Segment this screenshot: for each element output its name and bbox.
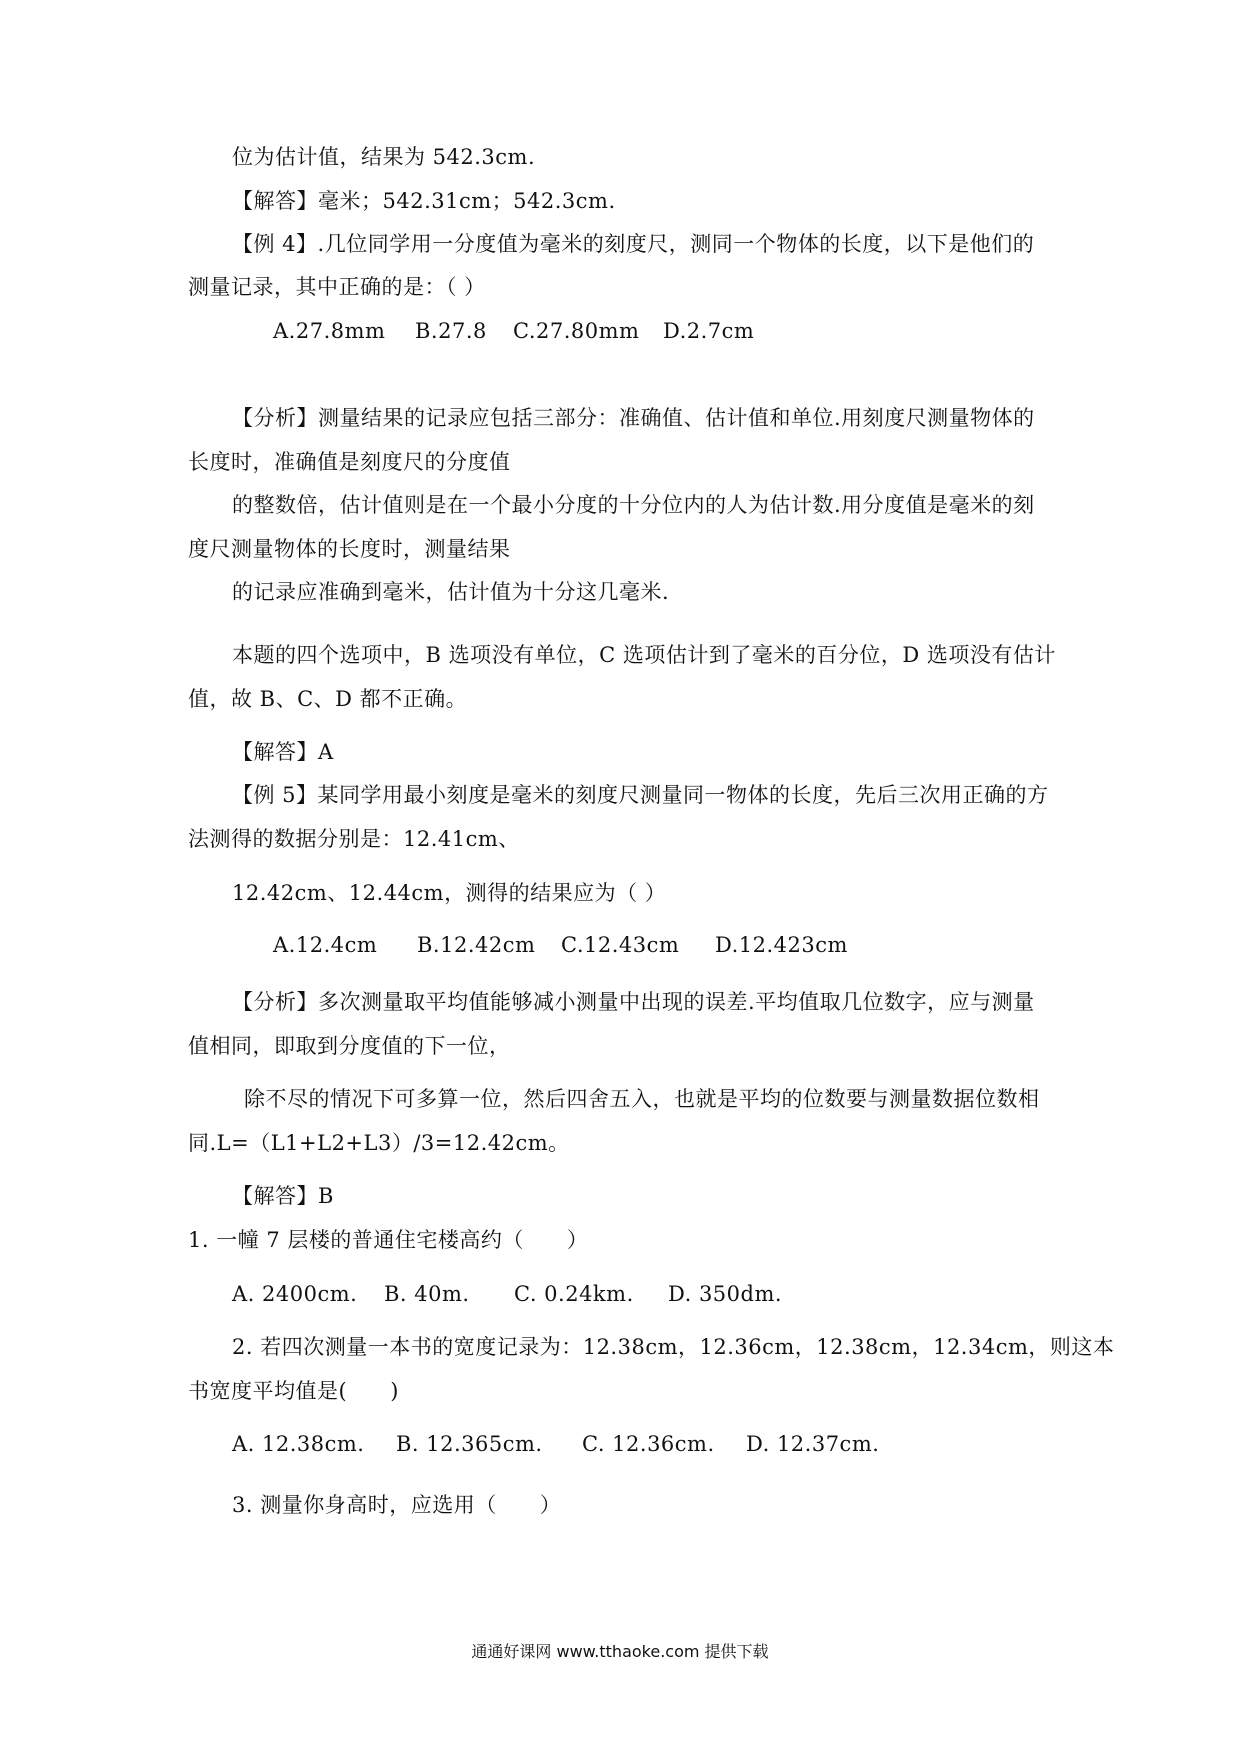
answer-line: 【解答】毫米；542.31cm；542.3cm. <box>232 189 616 213</box>
option-b: B.12.42cm <box>417 933 536 957</box>
text-line: 度尺测量物体的长度时，测量结果 <box>188 537 511 561</box>
text-line: 本题的四个选项中，B 选项没有单位，C 选项估计到了毫米的百分位，D 选项没有估计 <box>232 643 1056 667</box>
text-line: 同.L=（L1+L2+L3）/3=12.42cm。 <box>188 1131 570 1155</box>
analysis-line: 【分析】测量结果的记录应包括三部分：准确值、估计值和单位.用刻度尺测量物体的 <box>232 406 1035 430</box>
text-line: 书宽度平均值是( ) <box>188 1379 399 1403</box>
option-b: B. 40m. <box>384 1282 470 1306</box>
option-a: A.27.8mm <box>273 319 386 343</box>
question-3: 3. 测量你身高时，应选用（ ） <box>232 1493 562 1517</box>
example-5-question: 【例 5】某同学用最小刻度是毫米的刻度尺测量同一物体的长度，先后三次用正确的方 <box>232 783 1049 807</box>
text-line: 的记录应准确到毫米，估计值为十分这几毫米. <box>232 580 670 604</box>
question-1-options <box>232 1279 782 1309</box>
text-line: 值相同，即取到分度值的下一位， <box>188 1034 511 1058</box>
question-2-options <box>232 1429 879 1459</box>
question-1: 1. 一幢 7 层楼的普通住宅楼高约（ ） <box>188 1228 589 1252</box>
option-a: A.12.4cm <box>273 933 378 957</box>
text-line: 法测得的数据分别是：12.41cm、 <box>188 827 520 851</box>
answer-line: 【解答】A <box>232 740 334 764</box>
question-2: 2. 若四次测量一本书的宽度记录为：12.38cm，12.36cm，12.38cm，12.34cm，则这本 <box>232 1335 1115 1359</box>
option-b: B. 12.365cm. <box>396 1432 543 1456</box>
option-c: C.12.43cm <box>561 933 680 957</box>
option-a: A. 12.38cm. <box>232 1432 365 1456</box>
option-d: D. 12.37cm. <box>746 1432 880 1456</box>
option-d: D.12.423cm <box>715 933 848 957</box>
text-line: 位为估计值，结果为 542.3cm. <box>232 145 536 169</box>
text-line: 测量记录，其中正确的是：（ ） <box>188 275 486 299</box>
text-line: 除不尽的情况下可多算一位，然后四舍五入，也就是平均的位数要与测量数据位数相 <box>244 1087 1040 1111</box>
option-d: D.2.7cm <box>663 319 755 343</box>
answer-line: 【解答】B <box>232 1184 334 1208</box>
text-line: 的整数倍，估计值则是在一个最小分度的十分位内的人为估计数.用分度值是毫米的刻 <box>232 493 1035 517</box>
option-c: C. 12.36cm. <box>582 1432 715 1456</box>
example-4-question: 【例 4】.几位同学用一分度值为毫米的刻度尺，测同一个物体的长度，以下是他们的 <box>232 232 1035 256</box>
text-line: 12.42cm、12.44cm，测得的结果应为（ ） <box>232 881 667 905</box>
option-a: A. 2400cm. <box>232 1282 358 1306</box>
example-4-options <box>273 316 754 346</box>
option-c: C. 0.24km. <box>514 1282 634 1306</box>
option-d: D. 350dm. <box>668 1282 783 1306</box>
option-b: B.27.8 <box>415 319 487 343</box>
text-line: 值，故 B、C、D 都不正确。 <box>188 687 468 711</box>
text-line: 长度时，准确值是刻度尺的分度值 <box>188 450 511 474</box>
analysis-line: 【分析】多次测量取平均值能够减小测量中出现的误差.平均值取几位数字，应与测量 <box>232 990 1035 1014</box>
page-footer: 通通好课网 www.tthaoke.com 提供下载 <box>471 1642 769 1661</box>
example-5-options <box>273 930 848 960</box>
option-c: C.27.80mm <box>513 319 640 343</box>
